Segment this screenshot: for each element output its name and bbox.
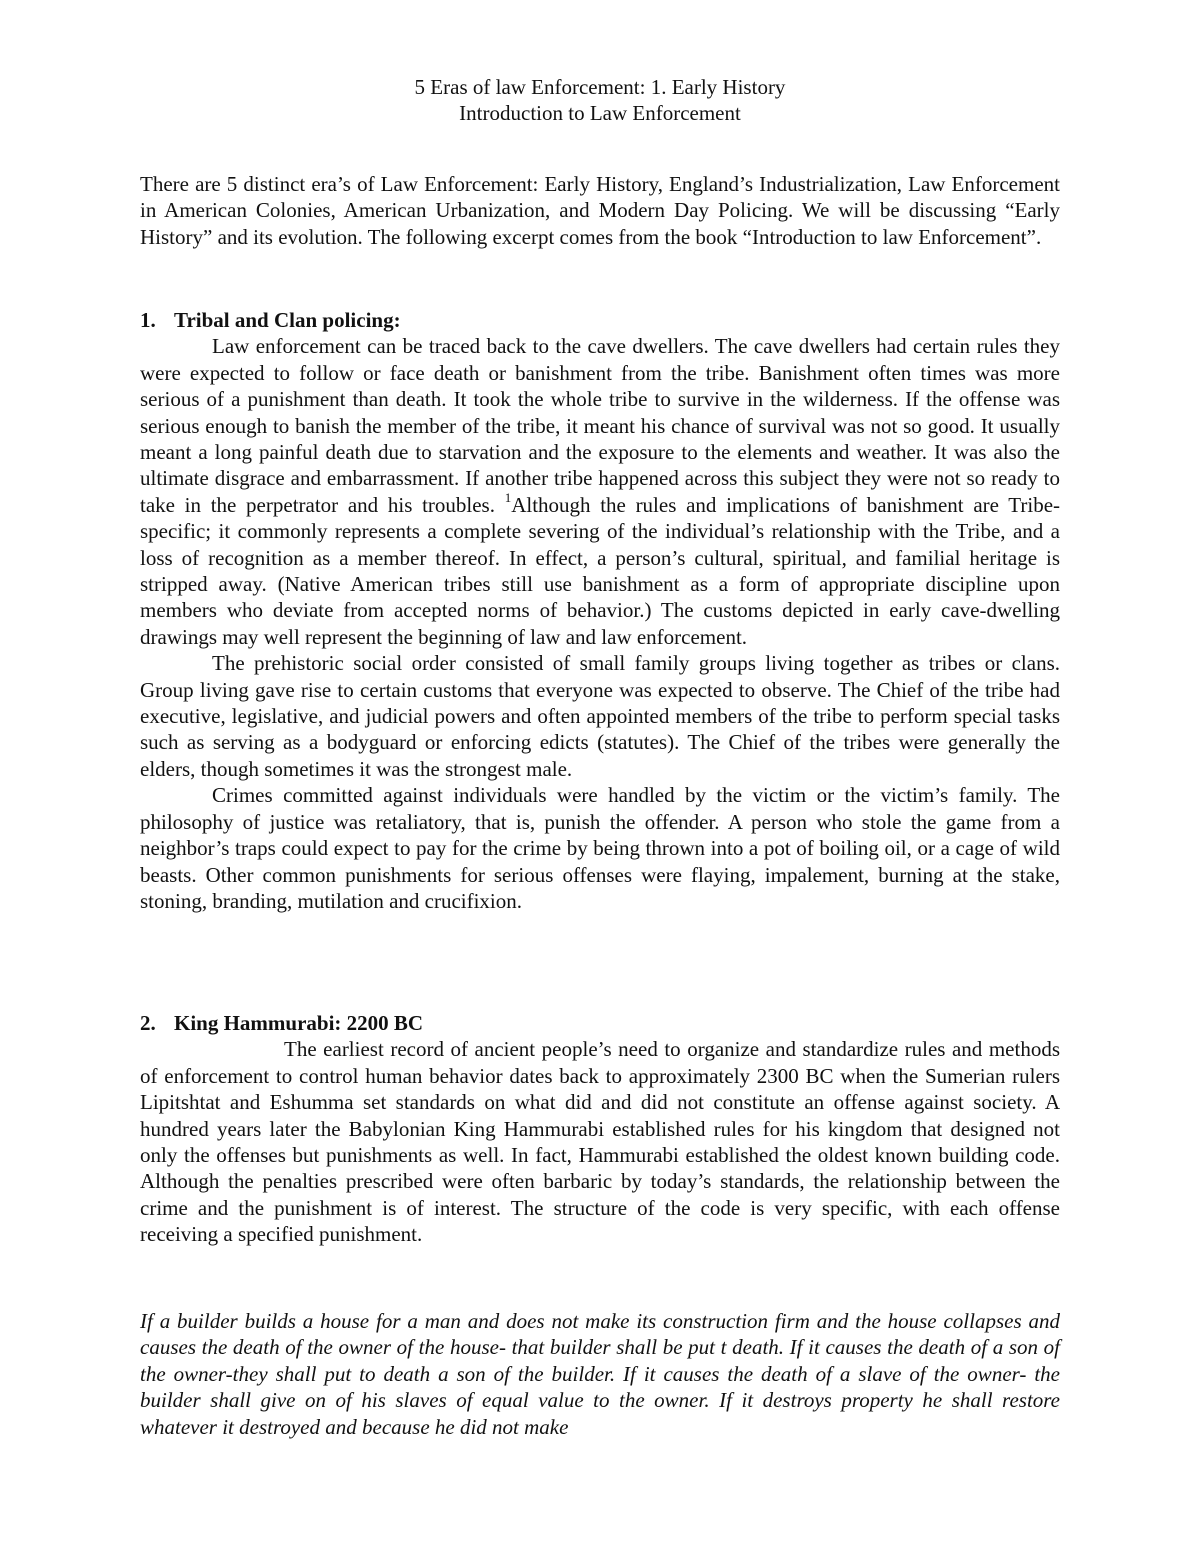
section-number: 2. bbox=[140, 1011, 156, 1035]
document-title: 5 Eras of law Enforcement: 1. Early History bbox=[414, 75, 786, 99]
paragraph: Crimes committed against individuals were handled by the victim or the victim’s family. The philosophy of justice was retaliatory, that is, punish the offender. A person who stole the game from a neighbor’s traps could expect to pay for the crime by being thrown into a pot of boiling oil, or a cage of wild beasts. Other common punishments for serious offenses were flaying, impalement, burning at the stake, stoning, branding, mutilation and crucifixion. bbox=[140, 783, 1060, 913]
intro-paragraph: There are 5 distinct era’s of Law Enforcement: Early History, England’s Industrialization, Law Enforcement in American Colonies, American Urbanization, and Modern Day Policing. We will be discussing “Early History” and its evolution. The following excerpt comes from the book “Introduction to law Enforcement”. bbox=[140, 172, 1060, 249]
section-heading bbox=[140, 1010, 1060, 1036]
document-page bbox=[140, 0, 1060, 1553]
section-number: 1. bbox=[140, 308, 156, 332]
paragraph: The prehistoric social order consisted of small family groups living together as tribes or clans. Group living gave rise to certain customs that everyone was expected to observe. The Chief of the tribe had executive, legislative, and judicial powers and often appointed members of the tribe to perform special tasks such as serving as a bodyguard or enforcing edicts (statutes). The Chief of the tribes were generally the elders, though sometimes it was the strongest male. bbox=[140, 651, 1060, 781]
section-title: Tribal and Clan policing: bbox=[174, 308, 401, 332]
section-title: King Hammurabi: 2200 BC bbox=[174, 1011, 424, 1035]
paragraph bbox=[140, 333, 1060, 650]
document-subtitle: Introduction to Law Enforcement bbox=[459, 101, 741, 126]
section-king-hammurabi bbox=[140, 1010, 1060, 1248]
hammurabi-code-quote: If a builder builds a house for a man and does not make its construction firm and the house collapses and causes the death of the owner of the house- that builder shall be put t death. If it causes the death of a son of the owner-they shall put to death a son of the builder. If it causes the death of a slave of the owner- the builder shall give on of his slaves of equal value to the owner. If it destroys property he shall restore whatever it destroyed and because he did not make bbox=[140, 1309, 1060, 1439]
paragraph: The earliest record of ancient people’s need to organize and standardize rules and methods of enforcement to control human behavior dates back to approximately 2300 BC when the Sumerian rulers Lipitshtat and Eshumma set standards on what did and did not constitute an offense against society. A hundred years later the Babylonian King Hammurabi established rules for his kingdom that designed not only the offenses but punishments as well. In fact, Hammurabi established the oldest known building code. Although the penalties prescribed were often barbaric by today’s standards, the relationship between the crime and the punishment is of interest. The structure of the code is very specific, with each offense receiving a specified punishment. bbox=[140, 1037, 1060, 1247]
paragraph-text: Although the rules and implications of banishment are Tribe-specific; it commonly represents a complete severing of the individual’s relationship with the Tribe, and a loss of recognition as a member thereof. In effect, a person’s cultural, spiritual, and familial heritage is stripped away. (Native American tribes still use banishment as a form of appropriate discipline upon members who deviate from accepted norms of behavior.) The customs depicted in early cave-dwelling drawings may well represent the beginning of law and law enforcement. bbox=[140, 492, 1061, 649]
title-block bbox=[140, 74, 1060, 127]
footnote-marker: 1 bbox=[504, 489, 512, 505]
paragraph-text: Law enforcement can be traced back to the cave dwellers. The cave dwellers had certain rules they were expected to follow or face death or banishment from the tribe. Banishment often times was more serious of a punishment than death. It took the whole tribe to survive in the wilderness. If the offense was serious enough to banish the member of the tribe, it meant his chance of survival was not so good. It usually meant a long painful death due to starvation and the exposure to the elements and weather. It was also the ultimate disgrace and embarrassment. If another tribe happened across this subject they were not so ready to take in the perpetrator and his troubles. bbox=[140, 334, 1060, 517]
section-tribal-clan-policing bbox=[140, 307, 1060, 914]
section-heading bbox=[140, 307, 1060, 333]
